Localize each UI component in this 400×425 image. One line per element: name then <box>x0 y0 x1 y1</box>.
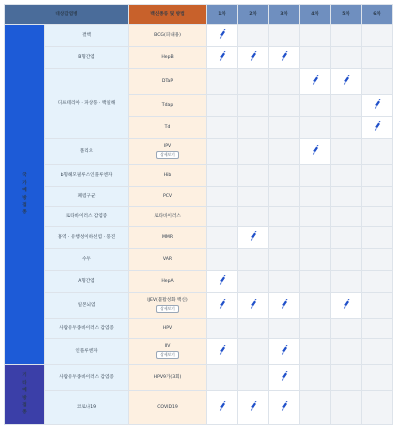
vaccine-name: HPV9가(3회) <box>153 374 182 380</box>
disease-cell: 폐렴구균 <box>45 187 129 207</box>
dose-cell-5 <box>331 293 362 319</box>
disease-cell: B형간염 <box>45 47 129 69</box>
disease-cell: 디프테리아 · 파상풍 · 백일해 <box>45 69 129 139</box>
table-header-row <box>5 5 393 25</box>
vaccine-name: IPV <box>163 143 172 149</box>
dose-cell-5 <box>331 69 362 95</box>
dose-cell-5 <box>331 95 362 117</box>
dose-cell-3 <box>269 293 300 319</box>
table-row <box>5 25 393 47</box>
detail-button[interactable]: 상세보기 <box>156 305 179 313</box>
dose-cell-6 <box>362 95 393 117</box>
dose-cell-5 <box>331 139 362 165</box>
syringe-icon <box>372 99 382 109</box>
vaccine-name: Td <box>164 124 171 130</box>
dose-cell-3 <box>269 249 300 271</box>
vaccine-cell <box>129 117 207 139</box>
syringe-icon <box>279 51 289 61</box>
dose-cell-2 <box>238 139 269 165</box>
header-dose-5: 5차 <box>331 5 362 25</box>
dose-cell-4 <box>300 293 331 319</box>
dose-cell-5 <box>331 187 362 207</box>
syringe-icon <box>217 299 227 309</box>
dose-cell-3 <box>269 117 300 139</box>
disease-cell: 폴리오 <box>45 139 129 165</box>
dose-cell-1 <box>207 139 238 165</box>
header-dose-1: 1차 <box>207 5 238 25</box>
detail-button[interactable]: 상세보기 <box>156 351 179 359</box>
dose-cell-6 <box>362 25 393 47</box>
dose-cell-3 <box>269 69 300 95</box>
header-dose-2: 2차 <box>238 5 269 25</box>
dose-cell-5 <box>331 249 362 271</box>
disease-cell: 사람유두종바이러스 감염증 <box>45 365 129 391</box>
dose-cell-6 <box>362 319 393 339</box>
dose-cell-5 <box>331 227 362 249</box>
dose-cell-6 <box>362 117 393 139</box>
vaccine-cell <box>129 271 207 293</box>
dose-cell-4 <box>300 207 331 227</box>
vaccine-cell <box>129 227 207 249</box>
dose-cell-4 <box>300 249 331 271</box>
vaccine-cell <box>129 365 207 391</box>
vaccine-cell <box>129 165 207 187</box>
dose-cell-3 <box>269 271 300 293</box>
vaccine-cell <box>129 249 207 271</box>
dose-cell-3 <box>269 95 300 117</box>
table-row <box>5 365 393 391</box>
dose-cell-4 <box>300 165 331 187</box>
dose-cell-3 <box>269 207 300 227</box>
table-row <box>5 391 393 425</box>
dose-cell-5 <box>331 207 362 227</box>
vaccine-name: HPV <box>162 325 173 331</box>
dose-cell-4 <box>300 227 331 249</box>
syringe-icon <box>279 345 289 355</box>
dose-cell-6 <box>362 139 393 165</box>
syringe-icon <box>217 51 227 61</box>
dose-cell-4 <box>300 271 331 293</box>
vaccine-cell <box>129 207 207 227</box>
dose-cell-6 <box>362 339 393 365</box>
dose-cell-1 <box>207 47 238 69</box>
dose-cell-2 <box>238 293 269 319</box>
table-row <box>5 249 393 271</box>
header-dose-6: 6차 <box>362 5 393 25</box>
dose-cell-1 <box>207 319 238 339</box>
table-row <box>5 139 393 165</box>
dose-cell-6 <box>362 227 393 249</box>
dose-cell-6 <box>362 69 393 95</box>
detail-button[interactable]: 상세보기 <box>156 151 179 159</box>
vaccine-name: COVID19 <box>157 404 178 410</box>
disease-cell: 수두 <box>45 249 129 271</box>
dose-cell-6 <box>362 249 393 271</box>
group-label: 국가예방접종 <box>22 173 27 216</box>
dose-cell-1 <box>207 25 238 47</box>
dose-cell-4 <box>300 339 331 365</box>
dose-cell-1 <box>207 165 238 187</box>
vaccine-name: PCV <box>162 193 173 199</box>
disease-cell: 홍역 · 유행성이하선염 · 풍진 <box>45 227 129 249</box>
dose-cell-5 <box>331 271 362 293</box>
dose-cell-2 <box>238 319 269 339</box>
dose-cell-5 <box>331 339 362 365</box>
dose-cell-2 <box>238 207 269 227</box>
disease-cell: 일본뇌염 <box>45 293 129 319</box>
vaccine-name: 로타바이러스 <box>154 213 181 219</box>
syringe-icon <box>217 401 227 411</box>
dose-cell-3 <box>269 227 300 249</box>
dose-cell-6 <box>362 391 393 425</box>
dose-cell-6 <box>362 207 393 227</box>
syringe-icon <box>279 371 289 381</box>
vaccine-name: HepB <box>161 54 174 60</box>
dose-cell-4 <box>300 319 331 339</box>
dose-cell-4 <box>300 365 331 391</box>
table-row <box>5 47 393 69</box>
table-row <box>5 293 393 319</box>
group-other <box>5 365 45 425</box>
vaccine-name: IJEV(불활성화 백신) <box>147 297 188 303</box>
table-row <box>5 69 393 95</box>
dose-cell-5 <box>331 47 362 69</box>
syringe-icon <box>279 299 289 309</box>
header-dose-4: 4차 <box>300 5 331 25</box>
vaccine-cell <box>129 187 207 207</box>
dose-cell-2 <box>238 25 269 47</box>
syringe-icon <box>279 401 289 411</box>
disease-cell: 로타바이러스 감염증 <box>45 207 129 227</box>
dose-cell-1 <box>207 187 238 207</box>
dose-cell-3 <box>269 139 300 165</box>
vaccine-cell <box>129 339 207 365</box>
dose-cell-2 <box>238 117 269 139</box>
dose-cell-2 <box>238 69 269 95</box>
dose-cell-3 <box>269 339 300 365</box>
dose-cell-1 <box>207 391 238 425</box>
dose-cell-4 <box>300 117 331 139</box>
syringe-icon <box>248 401 258 411</box>
disease-cell: 인플루엔자 <box>45 339 129 365</box>
dose-cell-4 <box>300 139 331 165</box>
dose-cell-1 <box>207 117 238 139</box>
syringe-icon <box>248 51 258 61</box>
dose-cell-5 <box>331 319 362 339</box>
syringe-icon <box>341 75 351 85</box>
dose-cell-6 <box>362 47 393 69</box>
dose-cell-1 <box>207 227 238 249</box>
dose-cell-4 <box>300 69 331 95</box>
dose-cell-5 <box>331 391 362 425</box>
vaccine-name: MMR <box>161 234 174 240</box>
dose-cell-1 <box>207 207 238 227</box>
dose-cell-2 <box>238 365 269 391</box>
dose-cell-2 <box>238 165 269 187</box>
dose-cell-1 <box>207 339 238 365</box>
dose-cell-2 <box>238 249 269 271</box>
table-row <box>5 339 393 365</box>
dose-cell-3 <box>269 319 300 339</box>
syringe-icon <box>248 299 258 309</box>
vaccine-name: VAR <box>162 256 173 262</box>
syringe-icon <box>372 121 382 131</box>
dose-cell-1 <box>207 271 238 293</box>
syringe-icon <box>248 231 258 241</box>
dose-cell-1 <box>207 293 238 319</box>
dose-cell-4 <box>300 187 331 207</box>
table-row <box>5 271 393 293</box>
dose-cell-3 <box>269 365 300 391</box>
disease-cell: b형헤모필루스인플루엔자 <box>45 165 129 187</box>
syringe-icon <box>217 345 227 355</box>
vaccine-name: Hib <box>163 172 172 178</box>
vaccine-name: BCG(피내용) <box>154 32 181 38</box>
table-body <box>5 25 393 425</box>
dose-cell-6 <box>362 165 393 187</box>
dose-cell-1 <box>207 249 238 271</box>
dose-cell-3 <box>269 391 300 425</box>
dose-cell-2 <box>238 339 269 365</box>
table-row <box>5 165 393 187</box>
table-row <box>5 319 393 339</box>
vaccine-cell <box>129 319 207 339</box>
dose-cell-6 <box>362 187 393 207</box>
vaccine-cell <box>129 47 207 69</box>
syringe-icon <box>341 299 351 309</box>
dose-cell-3 <box>269 47 300 69</box>
vaccine-name: DTaP <box>161 78 174 84</box>
dose-cell-5 <box>331 165 362 187</box>
disease-cell: A형간염 <box>45 271 129 293</box>
dose-cell-2 <box>238 47 269 69</box>
vaccine-cell <box>129 293 207 319</box>
dose-cell-3 <box>269 25 300 47</box>
dose-cell-1 <box>207 365 238 391</box>
dose-cell-1 <box>207 69 238 95</box>
dose-cell-2 <box>238 95 269 117</box>
group-national <box>5 25 45 365</box>
group-label: 기타예방접종 <box>22 373 27 416</box>
vaccine-name: HepA <box>161 278 174 284</box>
vaccine-cell <box>129 25 207 47</box>
dose-cell-4 <box>300 391 331 425</box>
dose-cell-6 <box>362 271 393 293</box>
vaccine-name: IIV <box>164 343 171 349</box>
header-disease: 대상감염병 <box>5 5 129 25</box>
dose-cell-3 <box>269 165 300 187</box>
dose-cell-6 <box>362 365 393 391</box>
dose-cell-3 <box>269 187 300 207</box>
dose-cell-2 <box>238 271 269 293</box>
dose-cell-6 <box>362 293 393 319</box>
table-row <box>5 187 393 207</box>
header-dose-3: 3차 <box>269 5 300 25</box>
dose-cell-2 <box>238 187 269 207</box>
dose-cell-5 <box>331 117 362 139</box>
dose-cell-5 <box>331 365 362 391</box>
dose-cell-4 <box>300 95 331 117</box>
syringe-icon <box>310 145 320 155</box>
dose-cell-4 <box>300 25 331 47</box>
table-row <box>5 207 393 227</box>
vaccine-cell <box>129 69 207 95</box>
syringe-icon <box>310 75 320 85</box>
vaccine-cell <box>129 391 207 425</box>
disease-cell: 사람유두종바이러스 감염증 <box>45 319 129 339</box>
disease-cell: 결핵 <box>45 25 129 47</box>
vaccine-name: Tdap <box>161 102 174 108</box>
dose-cell-4 <box>300 47 331 69</box>
dose-cell-5 <box>331 25 362 47</box>
syringe-icon <box>217 275 227 285</box>
vaccine-cell <box>129 139 207 165</box>
table-row <box>5 227 393 249</box>
vaccine-cell <box>129 95 207 117</box>
disease-cell: 코로나19 <box>45 391 129 425</box>
dose-cell-2 <box>238 391 269 425</box>
header-vaccine: 백신종류 및 방법 <box>129 5 207 25</box>
vaccination-table <box>4 4 393 425</box>
dose-cell-1 <box>207 95 238 117</box>
dose-cell-2 <box>238 227 269 249</box>
syringe-icon <box>217 29 227 39</box>
